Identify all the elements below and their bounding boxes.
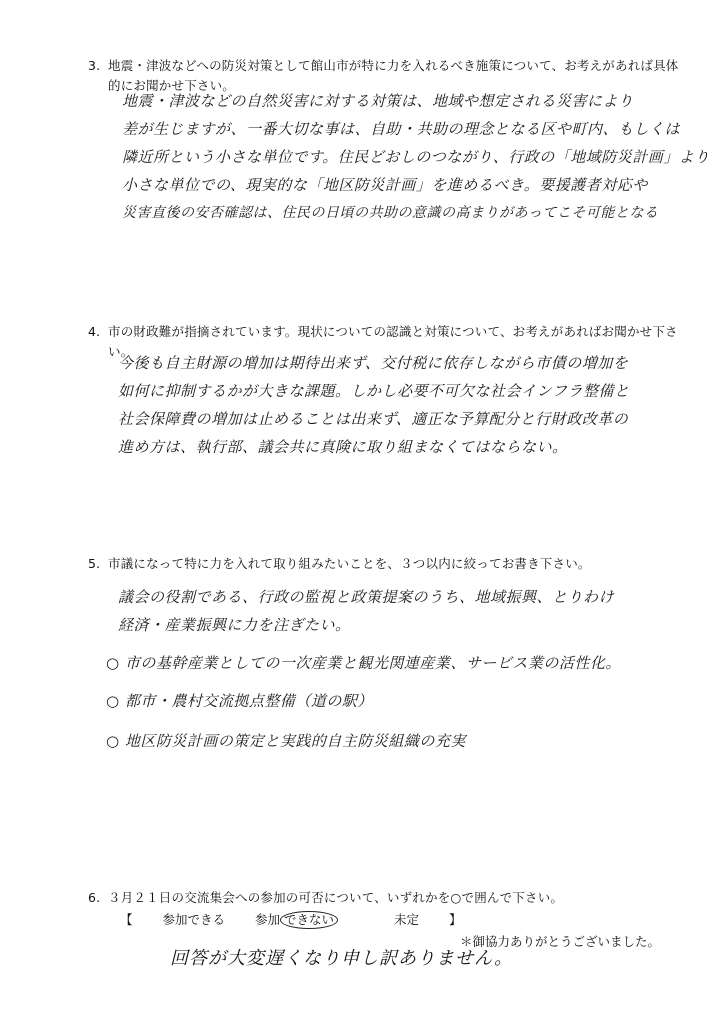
bracket-close: 】: [449, 912, 462, 927]
question-6: [88, 888, 688, 908]
question-4-text: 市の財政難が指摘されています。現状についての認識と対策について、お考えがあればお聞かせ下さい。: [108, 324, 678, 359]
answer-4-line-3: 社会保障費の増加は止めることは出来ず、適正な予算配分と行財政改革の: [118, 410, 629, 428]
answer-3-line-5: 災害直後の安否確認は、住民の日頃の共助の意識の高まりがあってこそ可能となる: [122, 205, 659, 221]
question-3-number: 3.: [88, 58, 101, 73]
answer-4-line-2: 如何に抑制するかが大きな課題。しかし必要不可欠な社会インフラ整備と: [118, 382, 630, 400]
answer-5-intro-line-2: 経済・産業振興に力を注ぎたい。: [118, 616, 351, 634]
question-5-number: 5.: [88, 556, 101, 571]
answer-4-line-4: 進め方は、執行部、議会共に真険に取り組まなくてはならない。: [118, 438, 568, 456]
answer-5-intro-line-1: 議会の役割である、行政の監視と政策提案のうち、地域振興、とりわけ: [118, 588, 615, 606]
option-can-attend[interactable]: 参加できる: [162, 912, 226, 927]
option-attend-prefix: 参加: [255, 912, 281, 927]
option-cannot-attend-circled[interactable]: できない: [280, 911, 338, 929]
answer-3-line-2: 差が生じますが、一番大切な事は、自助・共助の理念となる区や町内、もしくは: [122, 120, 681, 138]
answer-3-line-1: 地震・津波などの自然災害に対する対策は、地域や想定される災害により: [122, 92, 634, 110]
attendance-options: [120, 910, 488, 929]
answer-3-line-3: 隣近所という小さな単位です。住民どおしのつながり、行政の「地域防災計画」より: [122, 148, 710, 166]
question-3-text: 地震・津波などへの防災対策として館山市が特に力を入れるべき施策について、お考えがあれば具体的にお聞かせ下さい。: [108, 58, 679, 93]
question-5: [88, 554, 688, 574]
answer-3-line-4: 小さな単位での、現実的な「地区防災計画」を進めるべき。要援護者対応や: [122, 176, 648, 194]
bracket-open: 【: [120, 912, 133, 927]
option-undecided[interactable]: 未定: [394, 912, 420, 927]
answer-4-line-1: 今後も自主財源の増加は期待出来ず、交付税に依存しながら市債の増加を: [118, 354, 629, 372]
question-6-text: ３月２１日の交流集会への参加の可否について、いずれかを○で囲んで下さい。: [108, 890, 564, 905]
answer-5-item-2: ○ 都市・農村交流拠点整備（道の駅）: [106, 692, 373, 710]
question-6-number: 6.: [88, 890, 101, 905]
answer-6-apology: 回答が大変遅くなり申し訳ありません。: [170, 948, 514, 969]
question-5-text: 市議になって特に力を入れて取り組みたいことを、３つ以内に絞ってお書き下さい。: [108, 556, 591, 571]
answer-5-item-1: ○ 市の基幹産業としての一次産業と観光関連産業、サービス業の活性化。: [106, 654, 621, 672]
question-4-number: 4.: [88, 324, 101, 339]
answer-5-item-3: ○ 地区防災計画の策定と実践的自主防災組織の充実: [106, 732, 466, 750]
thanks-note: ＊御協力ありがとうございました。: [460, 934, 661, 949]
